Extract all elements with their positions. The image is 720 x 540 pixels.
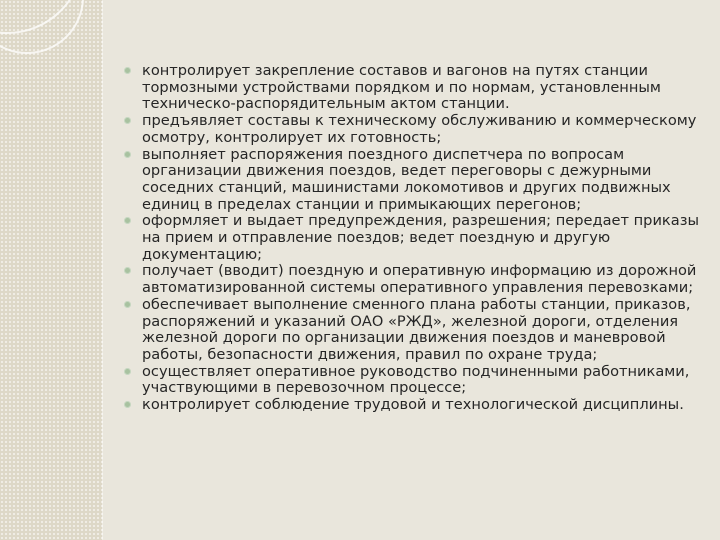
list-item-text: осуществляет оперативное руководство подчиненными работниками, участвующими в перевозочном процессе; <box>142 362 690 397</box>
decorative-arc <box>0 0 84 54</box>
list-item <box>124 297 699 364</box>
list-item-text: выполняет распоряжения поездного диспетчера по вопросам организации движения поездов, ведет переговоры с дежурными соседних станций, машинистами локомотивов и других подвижных единиц в пределах станции и примыкающих перегонов; <box>142 145 671 213</box>
bullet-icon <box>124 267 131 274</box>
list-item <box>124 364 699 397</box>
list-item <box>124 113 699 146</box>
list-item <box>124 147 699 214</box>
list-item <box>124 263 699 296</box>
bullet-icon <box>124 368 131 375</box>
list-item <box>124 63 699 113</box>
list-item-text: обеспечивает выполнение сменного плана работы станции, приказов, распоряжений и указаний ОАО «РЖД», железной дороги, отделения железной дороги по организации движения поездов и маневровой работы, безопасности движения, правил по охране труда; <box>142 295 691 363</box>
decorative-side-band <box>0 0 103 540</box>
list-item-text: контролирует соблюдение трудовой и технологической дисциплины. <box>142 396 684 414</box>
list-item <box>124 213 699 263</box>
bullet-icon <box>124 117 131 124</box>
bullet-icon <box>124 151 131 158</box>
list-item-text: предъявляет составы к техническому обслуживанию и коммерческому осмотру, контролирует их готовность; <box>142 112 697 146</box>
bullet-icon <box>124 401 131 408</box>
list-item-text: получает (вводит) поездную и оперативную информацию из дорожной автоматизированной системы оперативного управления перевозками; <box>142 262 697 297</box>
bullet-icon <box>124 217 131 224</box>
bullet-icon <box>124 67 131 74</box>
bullet-icon <box>124 301 131 308</box>
list-item-text: контролирует закрепление составов и вагонов на путях станции тормозными устройствами порядком и по нормам, установленным техническо-распорядительным актом станции. <box>142 62 661 113</box>
list-item <box>124 397 699 414</box>
duty-list <box>124 63 699 414</box>
list-item-text: оформляет и выдает предупреждения, разрешения; передает приказы на прием и отправление поездов; ведет поездную и другую документацию; <box>142 212 699 263</box>
